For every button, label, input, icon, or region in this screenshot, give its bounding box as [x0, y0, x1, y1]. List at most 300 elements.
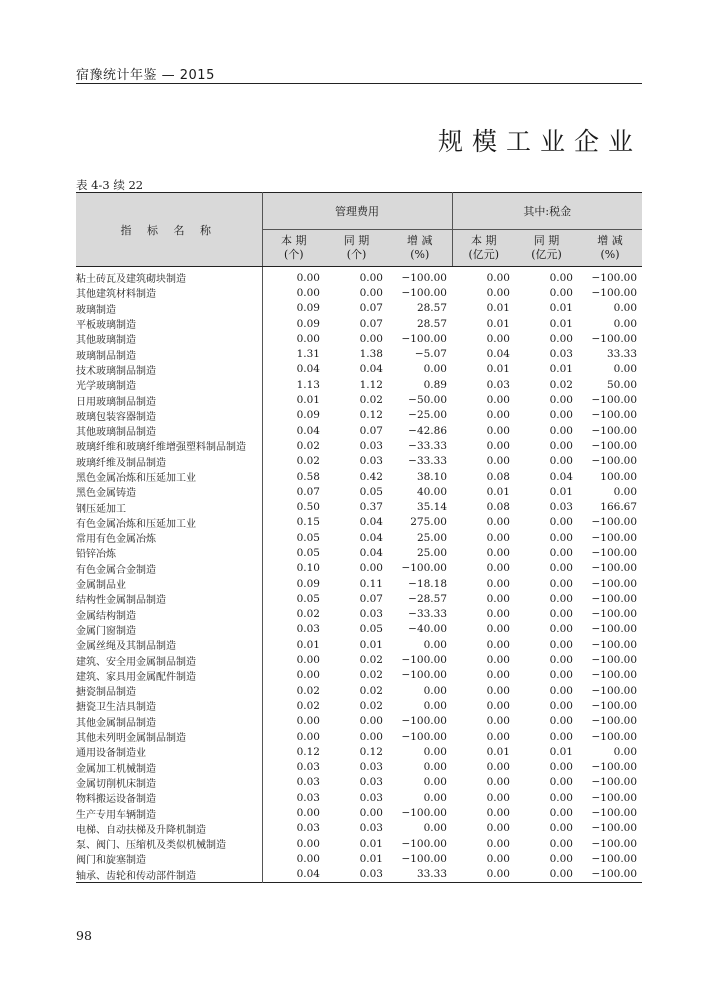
group-header-management-fee: 管理费用	[262, 193, 452, 230]
row-value-cell: 0.00	[549, 654, 573, 667]
row-value-cell: −100.00	[591, 776, 638, 789]
row-value-cell: −100.00	[591, 730, 638, 743]
table-row	[76, 790, 642, 805]
row-value-cell: 0.00	[359, 271, 383, 284]
row-value-cell: −40.00	[408, 623, 447, 636]
row-value-cell: −100.00	[401, 562, 447, 575]
table-row	[76, 561, 642, 576]
row-indicator-name: 轴承、齿轮和传动部件制造	[76, 867, 262, 883]
row-value-cell: 0.00	[613, 317, 638, 330]
row-value-cell: 25.00	[416, 531, 447, 544]
table-row	[76, 530, 642, 545]
row-value-cell: 0.00	[423, 761, 447, 774]
row-value-cell: 0.08	[486, 501, 510, 514]
row-value-cell: −100.00	[591, 715, 638, 728]
row-value-cell: 0.00	[486, 791, 510, 804]
row-indicator-name: 搪瓷卫生洁具制造	[76, 698, 262, 713]
running-header: 宿豫统计年鉴 — 2015	[76, 68, 215, 83]
row-value-cell: −100.00	[401, 730, 447, 743]
row-value-cell: 0.03	[296, 623, 320, 636]
row-value-cell: 0.00	[549, 638, 573, 651]
table-row	[76, 408, 642, 423]
row-value-cell: −100.00	[591, 394, 638, 407]
row-value-cell: 33.33	[416, 868, 447, 881]
row-value-cell: 0.05	[296, 546, 320, 559]
row-value-cell: 0.00	[549, 546, 573, 559]
row-value-cell: 0.00	[549, 424, 573, 437]
row-value-cell: 0.00	[486, 638, 510, 651]
row-value-cell: 0.00	[486, 868, 510, 881]
row-value-cell: 0.00	[549, 531, 573, 544]
row-value-cell: 0.00	[486, 852, 510, 865]
row-value-cell: 0.03	[359, 439, 383, 452]
row-value-cell: 0.00	[423, 776, 447, 789]
row-value-cell: −100.00	[591, 669, 638, 682]
row-value-cell: 1.38	[359, 348, 383, 361]
row-value-cell: 0.03	[549, 501, 573, 514]
row-value-cell: −100.00	[591, 791, 638, 804]
row-value-cell: 0.03	[296, 822, 320, 835]
table-row	[76, 760, 642, 775]
subheader-tax-prior: 同 期 (亿元)	[515, 230, 578, 267]
row-value-cell: 0.02	[296, 699, 320, 712]
row-value-cell: 0.01	[486, 317, 510, 330]
subheader-current: 本 期 (个)	[262, 230, 325, 267]
row-value-cell: −42.86	[408, 424, 447, 437]
row-value-cell: 0.09	[296, 409, 320, 422]
row-value-cell: −100.00	[591, 638, 638, 651]
row-indicator-name: 钢压延加工	[76, 499, 262, 514]
row-indicator-name: 其他金属制品制造	[76, 714, 262, 729]
row-value-cell: 0.00	[549, 516, 573, 529]
row-indicator-name: 常用有色金属冶炼	[76, 530, 262, 545]
row-value-cell: 0.00	[486, 409, 510, 422]
row-value-cell: 0.03	[296, 761, 320, 774]
row-value-cell: 0.00	[613, 302, 638, 315]
group-header-tax: 其中:税金	[452, 193, 642, 230]
row-value-cell: −100.00	[591, 807, 638, 820]
row-value-cell: 0.05	[296, 592, 320, 605]
row-value-cell: −100.00	[401, 837, 447, 850]
row-value-cell: 0.15	[296, 516, 320, 529]
table-row	[76, 729, 642, 744]
row-value-cell: 0.00	[359, 730, 383, 743]
row-indicator-name: 金属结构制造	[76, 607, 262, 622]
table-row	[76, 438, 642, 453]
row-value-cell: 0.00	[486, 837, 510, 850]
row-value-cell: −100.00	[591, 562, 638, 575]
row-value-cell: 0.02	[296, 684, 320, 697]
row-indicator-name: 其他玻璃制造	[76, 331, 262, 346]
subheader-change: 增 减 (%)	[388, 230, 452, 267]
row-value-cell: 0.03	[549, 348, 573, 361]
row-value-cell: 0.07	[359, 592, 383, 605]
table-row	[76, 267, 642, 286]
row-value-cell: 0.00	[296, 730, 320, 743]
table-row	[76, 469, 642, 484]
row-value-cell: 0.02	[296, 608, 320, 621]
row-value-cell: 0.00	[359, 562, 383, 575]
row-value-cell: 0.01	[549, 317, 573, 330]
row-indicator-name: 黑色金属铸造	[76, 484, 262, 499]
row-value-cell: 0.02	[359, 394, 383, 407]
row-value-cell: 0.03	[359, 761, 383, 774]
table-row	[76, 484, 642, 499]
row-value-cell: 38.10	[416, 470, 447, 483]
table-row	[76, 836, 642, 851]
row-value-cell: 0.00	[296, 669, 320, 682]
row-indicator-name: 金属丝绳及其制品制造	[76, 637, 262, 652]
row-value-cell: 0.00	[296, 852, 320, 865]
row-value-cell: −100.00	[401, 286, 447, 299]
row-value-cell: 0.02	[359, 669, 383, 682]
row-value-cell: 0.00	[549, 394, 573, 407]
row-value-cell: −100.00	[401, 807, 447, 820]
row-indicator-name: 玻璃纤维及制品制造	[76, 454, 262, 469]
row-value-cell: 0.00	[549, 439, 573, 452]
indicator-name-header: 指 标 名 称	[76, 193, 262, 267]
row-value-cell: 100.00	[600, 470, 638, 483]
table-body	[76, 267, 642, 883]
row-value-cell: 0.89	[423, 378, 447, 391]
row-indicator-name: 阀门和旋塞制造	[76, 851, 262, 866]
row-indicator-name: 搪瓷制品制造	[76, 683, 262, 698]
row-value-cell: 0.00	[423, 638, 447, 651]
row-value-cell: 0.00	[549, 562, 573, 575]
row-value-cell: 0.00	[549, 409, 573, 422]
row-value-cell: 0.00	[359, 332, 383, 345]
row-value-cell: 0.03	[486, 378, 510, 391]
row-value-cell: −25.00	[408, 409, 447, 422]
row-value-cell: 0.00	[423, 684, 447, 697]
row-indicator-name: 粘土砖瓦及建筑砌块制造	[76, 267, 262, 286]
row-indicator-name: 泵、阀门、压缩机及类似机械制造	[76, 836, 262, 851]
statistics-table-container	[76, 192, 642, 883]
row-indicator-name: 黑色金属冶炼和压延加工业	[76, 469, 262, 484]
row-value-cell: 0.01	[359, 638, 383, 651]
row-value-cell: −100.00	[591, 286, 638, 299]
table-row	[76, 392, 642, 407]
row-value-cell: −50.00	[408, 394, 447, 407]
table-row	[76, 805, 642, 820]
row-value-cell: 0.05	[296, 531, 320, 544]
row-value-cell: 0.03	[359, 455, 383, 468]
row-value-cell: 28.57	[416, 317, 447, 330]
row-value-cell: −100.00	[591, 608, 638, 621]
table-row	[76, 698, 642, 713]
row-value-cell: 0.01	[549, 363, 573, 376]
row-value-cell: 0.01	[486, 363, 510, 376]
row-value-cell: 0.03	[359, 776, 383, 789]
row-value-cell: 0.00	[486, 715, 510, 728]
row-value-cell: 0.02	[359, 684, 383, 697]
row-value-cell: −33.33	[408, 455, 447, 468]
row-value-cell: 0.00	[549, 623, 573, 636]
row-value-cell: 0.03	[359, 608, 383, 621]
row-value-cell: 0.00	[423, 791, 447, 804]
row-value-cell: 0.04	[359, 531, 383, 544]
row-indicator-name: 铅锌冶炼	[76, 545, 262, 560]
row-value-cell: 0.12	[359, 745, 383, 758]
row-value-cell: 275.00	[410, 516, 447, 529]
subheader-prior: 同 期 (个)	[325, 230, 388, 267]
table-row	[76, 652, 642, 667]
row-value-cell: 0.01	[296, 638, 320, 651]
table-row	[76, 775, 642, 790]
row-indicator-name: 建筑、安全用金属制品制造	[76, 652, 262, 667]
row-value-cell: 0.00	[486, 761, 510, 774]
row-value-cell: 0.00	[613, 363, 638, 376]
row-value-cell: 0.00	[486, 286, 510, 299]
row-value-cell: −100.00	[591, 684, 638, 697]
table-row	[76, 851, 642, 866]
row-value-cell: −100.00	[591, 761, 638, 774]
row-indicator-name: 玻璃包装容器制造	[76, 408, 262, 423]
row-indicator-name: 金属切削机床制造	[76, 775, 262, 790]
row-value-cell: 1.31	[296, 348, 320, 361]
table-row	[76, 744, 642, 759]
row-indicator-name: 通用设备制造业	[76, 744, 262, 759]
row-value-cell: 0.01	[296, 394, 320, 407]
row-value-cell: −100.00	[401, 332, 447, 345]
row-value-cell: −28.57	[408, 592, 447, 605]
row-value-cell: 0.00	[486, 546, 510, 559]
row-value-cell: 0.04	[296, 363, 320, 376]
row-value-cell: 0.00	[486, 822, 510, 835]
row-value-cell: −100.00	[401, 654, 447, 667]
row-indicator-name: 平板玻璃制造	[76, 316, 262, 331]
row-value-cell: 50.00	[606, 378, 638, 391]
row-value-cell: 0.00	[613, 745, 638, 758]
table-row	[76, 867, 642, 883]
row-value-cell: 0.00	[549, 791, 573, 804]
row-value-cell: −18.18	[408, 577, 447, 590]
row-indicator-name: 技术玻璃制品制造	[76, 362, 262, 377]
row-indicator-name: 玻璃制品制造	[76, 346, 262, 361]
row-indicator-name: 物料搬运设备制造	[76, 790, 262, 805]
row-value-cell: 0.07	[359, 302, 383, 315]
row-value-cell: 0.09	[296, 317, 320, 330]
row-value-cell: 0.02	[359, 699, 383, 712]
row-value-cell: −100.00	[591, 439, 638, 452]
subheader-tax-current: 本 期 (亿元)	[452, 230, 515, 267]
row-value-cell: 0.00	[486, 592, 510, 605]
row-value-cell: 0.04	[359, 546, 383, 559]
subheader-tax-change: 增 减 (%)	[578, 230, 642, 267]
header-rule	[76, 83, 642, 84]
row-indicator-name: 其他建筑材料制造	[76, 285, 262, 300]
row-value-cell: −100.00	[591, 837, 638, 850]
row-value-cell: 0.00	[549, 852, 573, 865]
row-value-cell: 0.01	[359, 837, 383, 850]
row-value-cell: 0.00	[549, 822, 573, 835]
row-value-cell: 0.02	[359, 654, 383, 667]
row-value-cell: 0.03	[359, 791, 383, 804]
row-indicator-name: 结构性金属制品制造	[76, 591, 262, 606]
row-indicator-name: 玻璃制造	[76, 301, 262, 316]
row-value-cell: 0.00	[423, 699, 447, 712]
row-value-cell: 35.14	[416, 501, 447, 514]
row-value-cell: 0.00	[423, 745, 447, 758]
row-value-cell: 0.03	[359, 868, 383, 881]
row-value-cell: 0.11	[359, 577, 383, 590]
row-value-cell: 0.00	[613, 485, 638, 498]
row-value-cell: 40.00	[416, 485, 447, 498]
table-row	[76, 515, 642, 530]
row-value-cell: 0.00	[486, 531, 510, 544]
row-value-cell: 0.00	[296, 332, 320, 345]
row-indicator-name: 电梯、自动扶梯及升降机制造	[76, 821, 262, 836]
row-value-cell: 0.42	[359, 470, 383, 483]
table-row	[76, 576, 642, 591]
row-value-cell: 0.01	[486, 745, 510, 758]
row-value-cell: 0.00	[486, 271, 510, 284]
row-value-cell: 0.00	[549, 684, 573, 697]
row-value-cell: 0.00	[549, 608, 573, 621]
row-value-cell: 25.00	[416, 546, 447, 559]
row-value-cell: −100.00	[591, 623, 638, 636]
row-value-cell: −100.00	[591, 546, 638, 559]
row-value-cell: −100.00	[591, 822, 638, 835]
row-indicator-name: 其他未列明金属制品制造	[76, 729, 262, 744]
page-number: 98	[76, 928, 92, 943]
row-value-cell: 0.00	[549, 807, 573, 820]
row-value-cell: −100.00	[401, 852, 447, 865]
row-value-cell: −100.00	[591, 577, 638, 590]
row-value-cell: 0.01	[549, 745, 573, 758]
row-value-cell: 0.01	[549, 485, 573, 498]
table-row	[76, 607, 642, 622]
row-value-cell: −100.00	[591, 516, 638, 529]
table-row	[76, 423, 642, 438]
row-value-cell: 0.04	[549, 470, 573, 483]
table-row	[76, 545, 642, 560]
row-value-cell: 0.04	[359, 516, 383, 529]
row-value-cell: −100.00	[591, 409, 638, 422]
row-value-cell: 0.12	[359, 409, 383, 422]
row-value-cell: 0.03	[296, 791, 320, 804]
row-value-cell: −100.00	[591, 868, 638, 881]
table-row	[76, 637, 642, 652]
row-value-cell: 0.02	[549, 378, 573, 391]
row-indicator-name: 玻璃纤维和玻璃纤维增强塑料制品制造	[76, 438, 262, 453]
row-value-cell: 1.12	[359, 378, 383, 391]
row-indicator-name: 金属加工机械制造	[76, 760, 262, 775]
row-value-cell: −100.00	[401, 271, 447, 284]
row-indicator-name: 有色金属合金制造	[76, 561, 262, 576]
table-row	[76, 499, 642, 514]
row-value-cell: 0.00	[486, 684, 510, 697]
row-value-cell: 0.00	[296, 715, 320, 728]
row-value-cell: −100.00	[401, 715, 447, 728]
row-value-cell: 0.00	[486, 394, 510, 407]
row-value-cell: 0.00	[549, 761, 573, 774]
row-value-cell: 0.01	[359, 852, 383, 865]
row-value-cell: 0.00	[549, 715, 573, 728]
row-value-cell: 0.00	[486, 562, 510, 575]
row-value-cell: 0.00	[486, 516, 510, 529]
row-value-cell: 0.00	[296, 807, 320, 820]
row-value-cell: 0.00	[549, 776, 573, 789]
table-row	[76, 285, 642, 300]
row-value-cell: 0.04	[296, 424, 320, 437]
row-value-cell: 0.04	[359, 363, 383, 376]
row-value-cell: 0.00	[486, 332, 510, 345]
row-value-cell: 166.67	[600, 501, 638, 514]
row-value-cell: 0.03	[359, 822, 383, 835]
row-value-cell: −100.00	[591, 531, 638, 544]
row-value-cell: 0.00	[296, 837, 320, 850]
row-value-cell: 0.07	[359, 424, 383, 437]
row-value-cell: 0.09	[296, 577, 320, 590]
row-value-cell: 0.00	[486, 623, 510, 636]
table-row	[76, 622, 642, 637]
table-row	[76, 316, 642, 331]
row-value-cell: 0.00	[296, 271, 320, 284]
row-value-cell: −100.00	[591, 332, 638, 345]
row-value-cell: 0.02	[296, 439, 320, 452]
row-value-cell: −33.33	[408, 608, 447, 621]
row-value-cell: 0.04	[296, 868, 320, 881]
row-value-cell: 0.00	[486, 608, 510, 621]
table-caption: 表 4-3 续 22	[76, 178, 144, 192]
row-indicator-name: 日用玻璃制品制造	[76, 392, 262, 407]
row-value-cell: 0.00	[549, 577, 573, 590]
row-value-cell: 0.00	[486, 669, 510, 682]
row-value-cell: 0.03	[296, 776, 320, 789]
row-value-cell: 0.00	[486, 424, 510, 437]
table-row	[76, 821, 642, 836]
table-row	[76, 346, 642, 361]
row-value-cell: −100.00	[591, 271, 638, 284]
row-value-cell: −100.00	[591, 852, 638, 865]
row-value-cell: 0.12	[296, 745, 320, 758]
row-value-cell: 0.00	[486, 654, 510, 667]
statistics-table	[76, 192, 642, 883]
row-value-cell: −100.00	[591, 424, 638, 437]
row-value-cell: −100.00	[591, 592, 638, 605]
row-value-cell: −100.00	[401, 669, 447, 682]
row-value-cell: 0.00	[549, 286, 573, 299]
row-value-cell: 28.57	[416, 302, 447, 315]
row-value-cell: 0.00	[423, 822, 447, 835]
row-value-cell: 0.00	[549, 271, 573, 284]
row-value-cell: 0.00	[486, 807, 510, 820]
row-value-cell: 33.33	[606, 348, 638, 361]
row-value-cell: −33.33	[408, 439, 447, 452]
row-value-cell: 0.08	[486, 470, 510, 483]
row-value-cell: 0.00	[549, 837, 573, 850]
table-row	[76, 331, 642, 346]
row-value-cell: −100.00	[591, 455, 638, 468]
table-row	[76, 683, 642, 698]
row-indicator-name: 有色金属冶炼和压延加工业	[76, 515, 262, 530]
row-value-cell: 0.00	[549, 455, 573, 468]
row-value-cell: 1.13	[296, 378, 320, 391]
row-indicator-name: 金属制品业	[76, 576, 262, 591]
row-value-cell: 0.00	[486, 730, 510, 743]
row-value-cell: 0.00	[359, 807, 383, 820]
row-value-cell: 0.02	[296, 455, 320, 468]
row-value-cell: 0.04	[486, 348, 510, 361]
table-row	[76, 454, 642, 469]
row-indicator-name: 建筑、家具用金属配件制造	[76, 668, 262, 683]
row-indicator-name: 其他玻璃制品制造	[76, 423, 262, 438]
row-value-cell: 0.09	[296, 302, 320, 315]
row-value-cell: 0.05	[359, 623, 383, 636]
table-row	[76, 668, 642, 683]
row-value-cell: 0.01	[486, 302, 510, 315]
